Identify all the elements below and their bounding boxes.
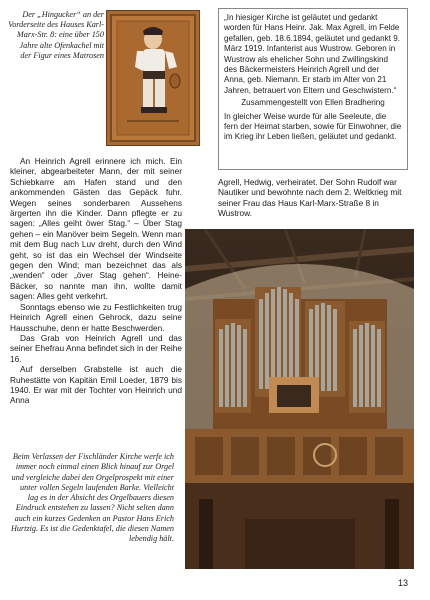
church-organ-photo (185, 229, 414, 569)
body-paragraph: Sonntags ebenso wie zu Festlichkeiten trug Heinrich Agrell einen Gehrock, dazu seine Hausschuhe, denn er hatte Beschwerden. (10, 301, 182, 333)
article-body-left (10, 156, 182, 406)
quote-attribution: Zusammengestellt von Ellen Bradhering (241, 98, 385, 108)
organ-caption: Beim Verlassen der Fischländer Kirche werfe ich immer noch einmal einen Blick hinauf zur Orgel und vergleiche dabei den Orgelprospekt mit einer unter vollen Segeln laufenden Barke. Vielleicht lag es in der Absicht des Orgelbauers diesen Eindruck entstehen zu lassen? Nicht selten dann auch ein kurzes Gedenken an Pastor Hans Erich Hurtzig. Es ist die Gedenktafel, die diesen Namen lebendig hält. (10, 452, 174, 544)
quote-paragraph: „In hiesiger Kirche ist geläutet und gedankt worden für Hans Heinr. Jak. Max Agrell, im Felde gefallen, geb. 18.6.1894, geläutet und gedankt 9. März 1919. Infanterist aus Wustrow. Geboren in Wustrow als ehelicher Sohn und Zwillingskind des Bäckermeisters Heinrich Agrell und der Anna, geb. Niemann. Er starb im Alter von 21 Jahren, betrauert von Eltern und Geschwistern.“ (224, 13, 400, 95)
page-number: 13 (397, 578, 408, 588)
body-paragraph: Auf derselben Grabstelle ist auch die Ruhestätte von Kapitän Emil Loeder, 1879 bis 1940. Er war mit der Tochter von Heinrich und Anna (10, 364, 182, 406)
body-paragraph: An Heinrich Agrell erinnere ich mich. Ein kleiner, abgearbeiteter Mann, der mit seiner Schiebkarre am Hafen stand und den ankommenden Gästen das Gepäck fuhr. Wegen seines sonderbaren Aussehens ärgerten ihn die Kinder. Dann pflegte er zu sagen: „Alles geiht öwer Stag.“ – Über Stag gehen – ein Manöver beim Segeln. Wenn man mit dem Bug nach Luv dreht, durch den Wind geht, so ist das ein Wechsel der Windseite gegen den Wind; man bezeichnet das als „wenden“ oder „över Stag gehen“. Heine-Bäcker, so nannte man ihn, wollte damit sagen: Alles geht verkehrt. (10, 156, 182, 302)
quote-paragraph-2: In gleicher Weise wurde für alle Seeleute, die fern der Heimat starben, sowie für Einwohner, die im Krieg ihr Leben ließen, geläutet und gedankt. (224, 111, 402, 142)
memorial-quote-box (218, 8, 408, 170)
sailor-tile-photo (106, 10, 200, 146)
body-paragraph: Das Grab von Heinrich Agrell und das seiner Ehefrau Anna befindet sich in der Reihe 16. (10, 332, 182, 364)
article-body-right: Agrell, Hedwig, verheiratet. Der Sohn Rudolf war Nautiker und bewohnte nach dem 2. Weltkrieg mit seiner Frau das Haus Karl-Marx-Straße 8 in Wustrow. (218, 177, 402, 219)
organ-illustration (185, 229, 414, 569)
sailor-tile-illustration (107, 11, 199, 145)
tile-caption: Der „Hingucker“ an der Vorderseite des Hauses Karl-Marx-Str. 8: eine über 150 Jahre alte Ofenkachel mit der Figur eines Matrosen (8, 10, 104, 60)
